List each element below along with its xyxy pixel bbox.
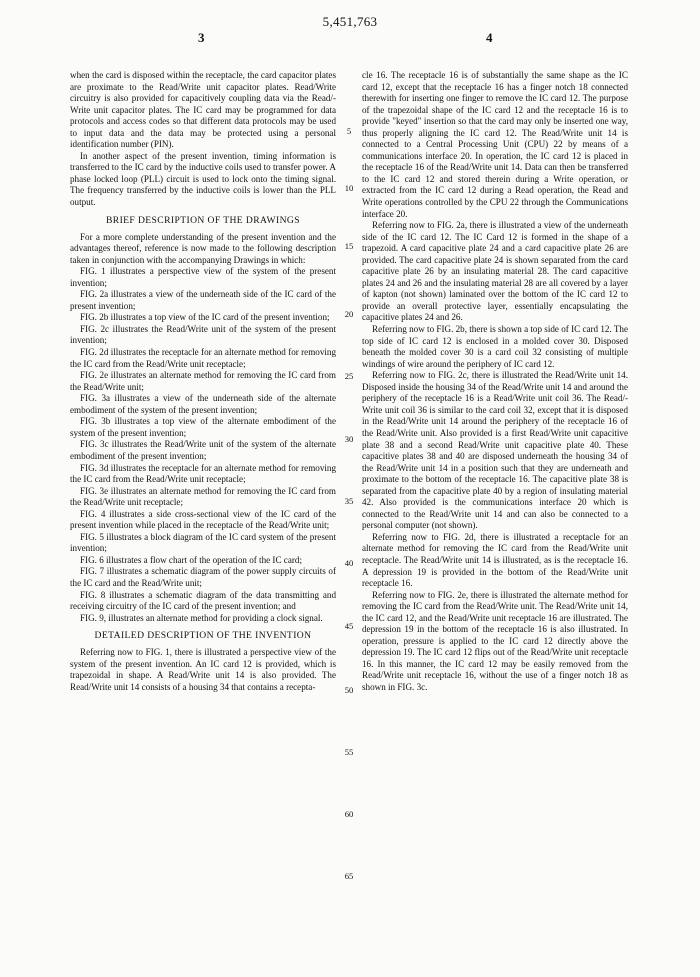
paragraph: In another aspect of the present invention, timing information is transferred to the IC card by the inductive coils used to transfer power. A phase locked loop (PLL) circuit is used to lock onto the timing signal. The frequency transferred by the inductive coils is lower than the PLL output. (70, 150, 336, 208)
paragraph: Referring now to FIG. 2b, there is shown a top side of IC card 12. The top side of IC card 12 is enclosed in a molded cover 30. Disposed beneath the molded cover 30 is a card coil 32 consisting of multiple windings of wire around the periphery of IC card 12. (362, 324, 628, 369)
figure-description: FIG. 3a illustrates a view of the underneath side of the alternate embodiment of the system of the present invention; (70, 393, 336, 415)
figure-description: FIG. 3c illustrates the Read/Write unit of the system of the alternate embodiment of the present invention; (70, 439, 336, 461)
line-number: 30 (344, 434, 354, 444)
section-heading-detailed: DETAILED DESCRIPTION OF THE INVENTION (94, 630, 312, 642)
paragraph: cle 16. The receptacle 16 is of substantially the same shape as the IC card 12, except that the receptacle 16 has a finger notch 18 connected therewith for inserting one finger to remove the IC card 12. The purpose of the trapezoidal shape of the IC card 12 and the receptacle 16 is to provide "keyed" insertion so that the card may only be inserted one way, thus properly aligning the IC card 12. The Read/Write unit 14 is connected to a Central Processing Unit (CPU) 22 by means of a communications interface 20. In operation, the IC card 12 is placed in the receptacle 16 of the Read/Write unit 14. Data can then be transferred to the IC card 12 and stored therein during a Write operation, or extracted from the IC card 12 during a Read operation, the Read and Write operations controlled by the CPU 22 through the Communications interface 20. (362, 70, 628, 219)
figure-description: FIG. 6 illustrates a flow chart of the operation of the IC card; (80, 554, 302, 565)
figure-description: FIG. 2a illustrates a view of the underneath side of the IC card of the present invention; (70, 289, 336, 311)
paragraph: when the card is disposed within the receptacle, the card capacitor plates are proximate to the Read/Write unit capacitor plates. Read/Write circuitry is also provided for capacitively coupling data via the Read/-Write unit capacitor plates. The IC card may be programmed for data protocols and access codes so that different data protocols may be used to input data and the data may be protected using a personal identification number (PIN). (70, 70, 336, 150)
line-number: 10 (344, 183, 354, 193)
figure-description: FIG. 2c illustrates the Read/Write unit of the system of the present invention; (70, 323, 336, 346)
line-number: 15 (344, 241, 354, 251)
line-number: 55 (344, 747, 354, 757)
line-number: 45 (344, 621, 354, 631)
line-number: 5 (346, 126, 352, 136)
paragraph: Referring now to FIG. 2e, there is illustrated the alternate method for removing the IC card from the Read/Write unit. The Read/Write unit 14, the IC card 12, and the Read/Write unit receptacle 16 are illustrated. The depression 19 in the bottom of the receptacle 16 is also illustrated. In operation, pressure is applied to the IC card 12 directly above the depression 19. The IC card 12 flips out of the Read/Write unit receptacle 16. In this manner, the IC card 12 may be easily removed from the Read/Write unit receptacle 16, without the use of a finger notch 18 as shown in FIG. 3c. (362, 589, 628, 692)
paragraph: For a more complete understanding of the present invention and the advantages thereof, reference is now made to the following description taken in conjunction with the accompanying Drawings in which: (70, 231, 336, 265)
line-number: 20 (344, 309, 354, 319)
figure-description: FIG. 3e illustrates an alternate method for removing the IC card from the Read/Write unit receptacle; (70, 485, 336, 508)
figure-description: FIG. 4 illustrates a side cross-sectional view of the IC card of the present invention while placed in the receptacle of the Read/Write unit; (70, 508, 336, 531)
paragraph: Referring now to FIG. 2c, there is illustrated the Read/Write unit 14. Disposed inside the housing 34 of the Read/Write unit 14 and around the periphery of the receptacle 16 is a Read/Write unit coil 36. The Read/-Write unit coil 36 is similar to the card coil 32, except that it is disposed in the Read/Write unit 14 around the periphery of the receptacle 16 of the Read/Write unit. Also provided is a first Read/Write unit capacitive plate 38 and a second Read/Write unit capacitive plate 40. These capacitive plates 38 and 40 are disposed underneath the housing 34 of the Read/Write unit 14 in a position such that they are underneath and proximate to the bottom of the receptacle 16. The capacitive plate 38 is separated from the capacitive plate 40 by a region of insulating material 42. Also provided is the communications interface 20 which is connected to the Read/Write unit 14 and can also be connected to a personal computer (not shown). (362, 370, 628, 531)
line-number: 25 (344, 371, 354, 381)
figure-description: FIG. 3d illustrates the receptacle for an alternate method for removing the IC card from the Read/Write unit receptacle; (70, 462, 336, 485)
page-number-right: 4 (486, 30, 493, 45)
figure-description: FIG. 5 illustrates a block diagram of the IC card system of the present invention; (70, 531, 336, 554)
page-number-left: 3 (198, 30, 205, 45)
figure-description: FIG. 2e illustrates an alternate method for removing the IC card from the Read/Write unit; (70, 370, 336, 392)
figure-description: FIG. 8 illustrates a schematic diagram of the data transmitting and receiving circuitry of the IC card of the present invention; and (70, 589, 336, 612)
left-column (70, 70, 336, 693)
paragraph: Referring now to FIG. 1, there is illustrated a perspective view of the system of the present invention. An IC card 12 is provided, which is trapezoidal in shape. A Read/Write unit 14 is also provided. The Read/Write unit 14 consists of a housing 34 that contains a recepta- (70, 647, 336, 692)
paragraph: Referring now to FIG. 2d, there is illustrated a receptacle for an alternate method for removing the IC card from the Read/Write unit receptacle. The Read/Write unit 14 is illustrated, as is the receptacle 16. A depression 19 is provided in the bottom of the Read/Write unit receptacle 16. (362, 531, 628, 589)
line-number: 50 (344, 685, 354, 695)
right-column (362, 70, 628, 694)
line-number: 65 (344, 871, 354, 881)
section-heading-drawings: BRIEF DESCRIPTION OF THE DRAWINGS (105, 214, 300, 226)
figure-description: FIG. 1 illustrates a perspective view of the system of the present invention; (70, 266, 336, 288)
figure-description: FIG. 7 illustrates a schematic diagram of the power supply circuits of the IC card and the Read/Write unit; (70, 566, 336, 588)
figure-description: FIG. 3b illustrates a top view of the alternate embodiment of the system of the present invention; (70, 416, 336, 438)
figure-description: FIG. 2d illustrates the receptacle for an alternate method for removing the IC card from the Read/Write unit receptacle; (70, 347, 336, 369)
patent-number: 5,451,763 (322, 14, 378, 29)
line-number: 60 (344, 809, 354, 819)
paragraph: Referring now to FIG. 2a, there is illustrated a view of the underneath side of the IC card 12. The IC Card 12 is formed in the shape of a trapezoid. A card capacitive plate 24 and a card capacitive plate 26 are provided. The card capacitive plate 24 is shown separated from the card capacitive plate 26 by an insulating material 28. The card capacitive plates 24 and 26 and the insulating material 28 are all covered by a layer of kapton (not shown) laminated over the bottom of the IC card 12 to provide an overall protective layer, essentially encapsulating the capacitive plates 24 and 26. (362, 220, 628, 323)
line-number: 35 (344, 496, 354, 506)
figure-description: FIG. 9, illustrates an alternate method for providing a clock signal. (80, 612, 323, 623)
figure-description: FIG. 2b illustrates a top view of the IC card of the present invention; (80, 312, 330, 323)
line-number: 40 (344, 558, 354, 568)
